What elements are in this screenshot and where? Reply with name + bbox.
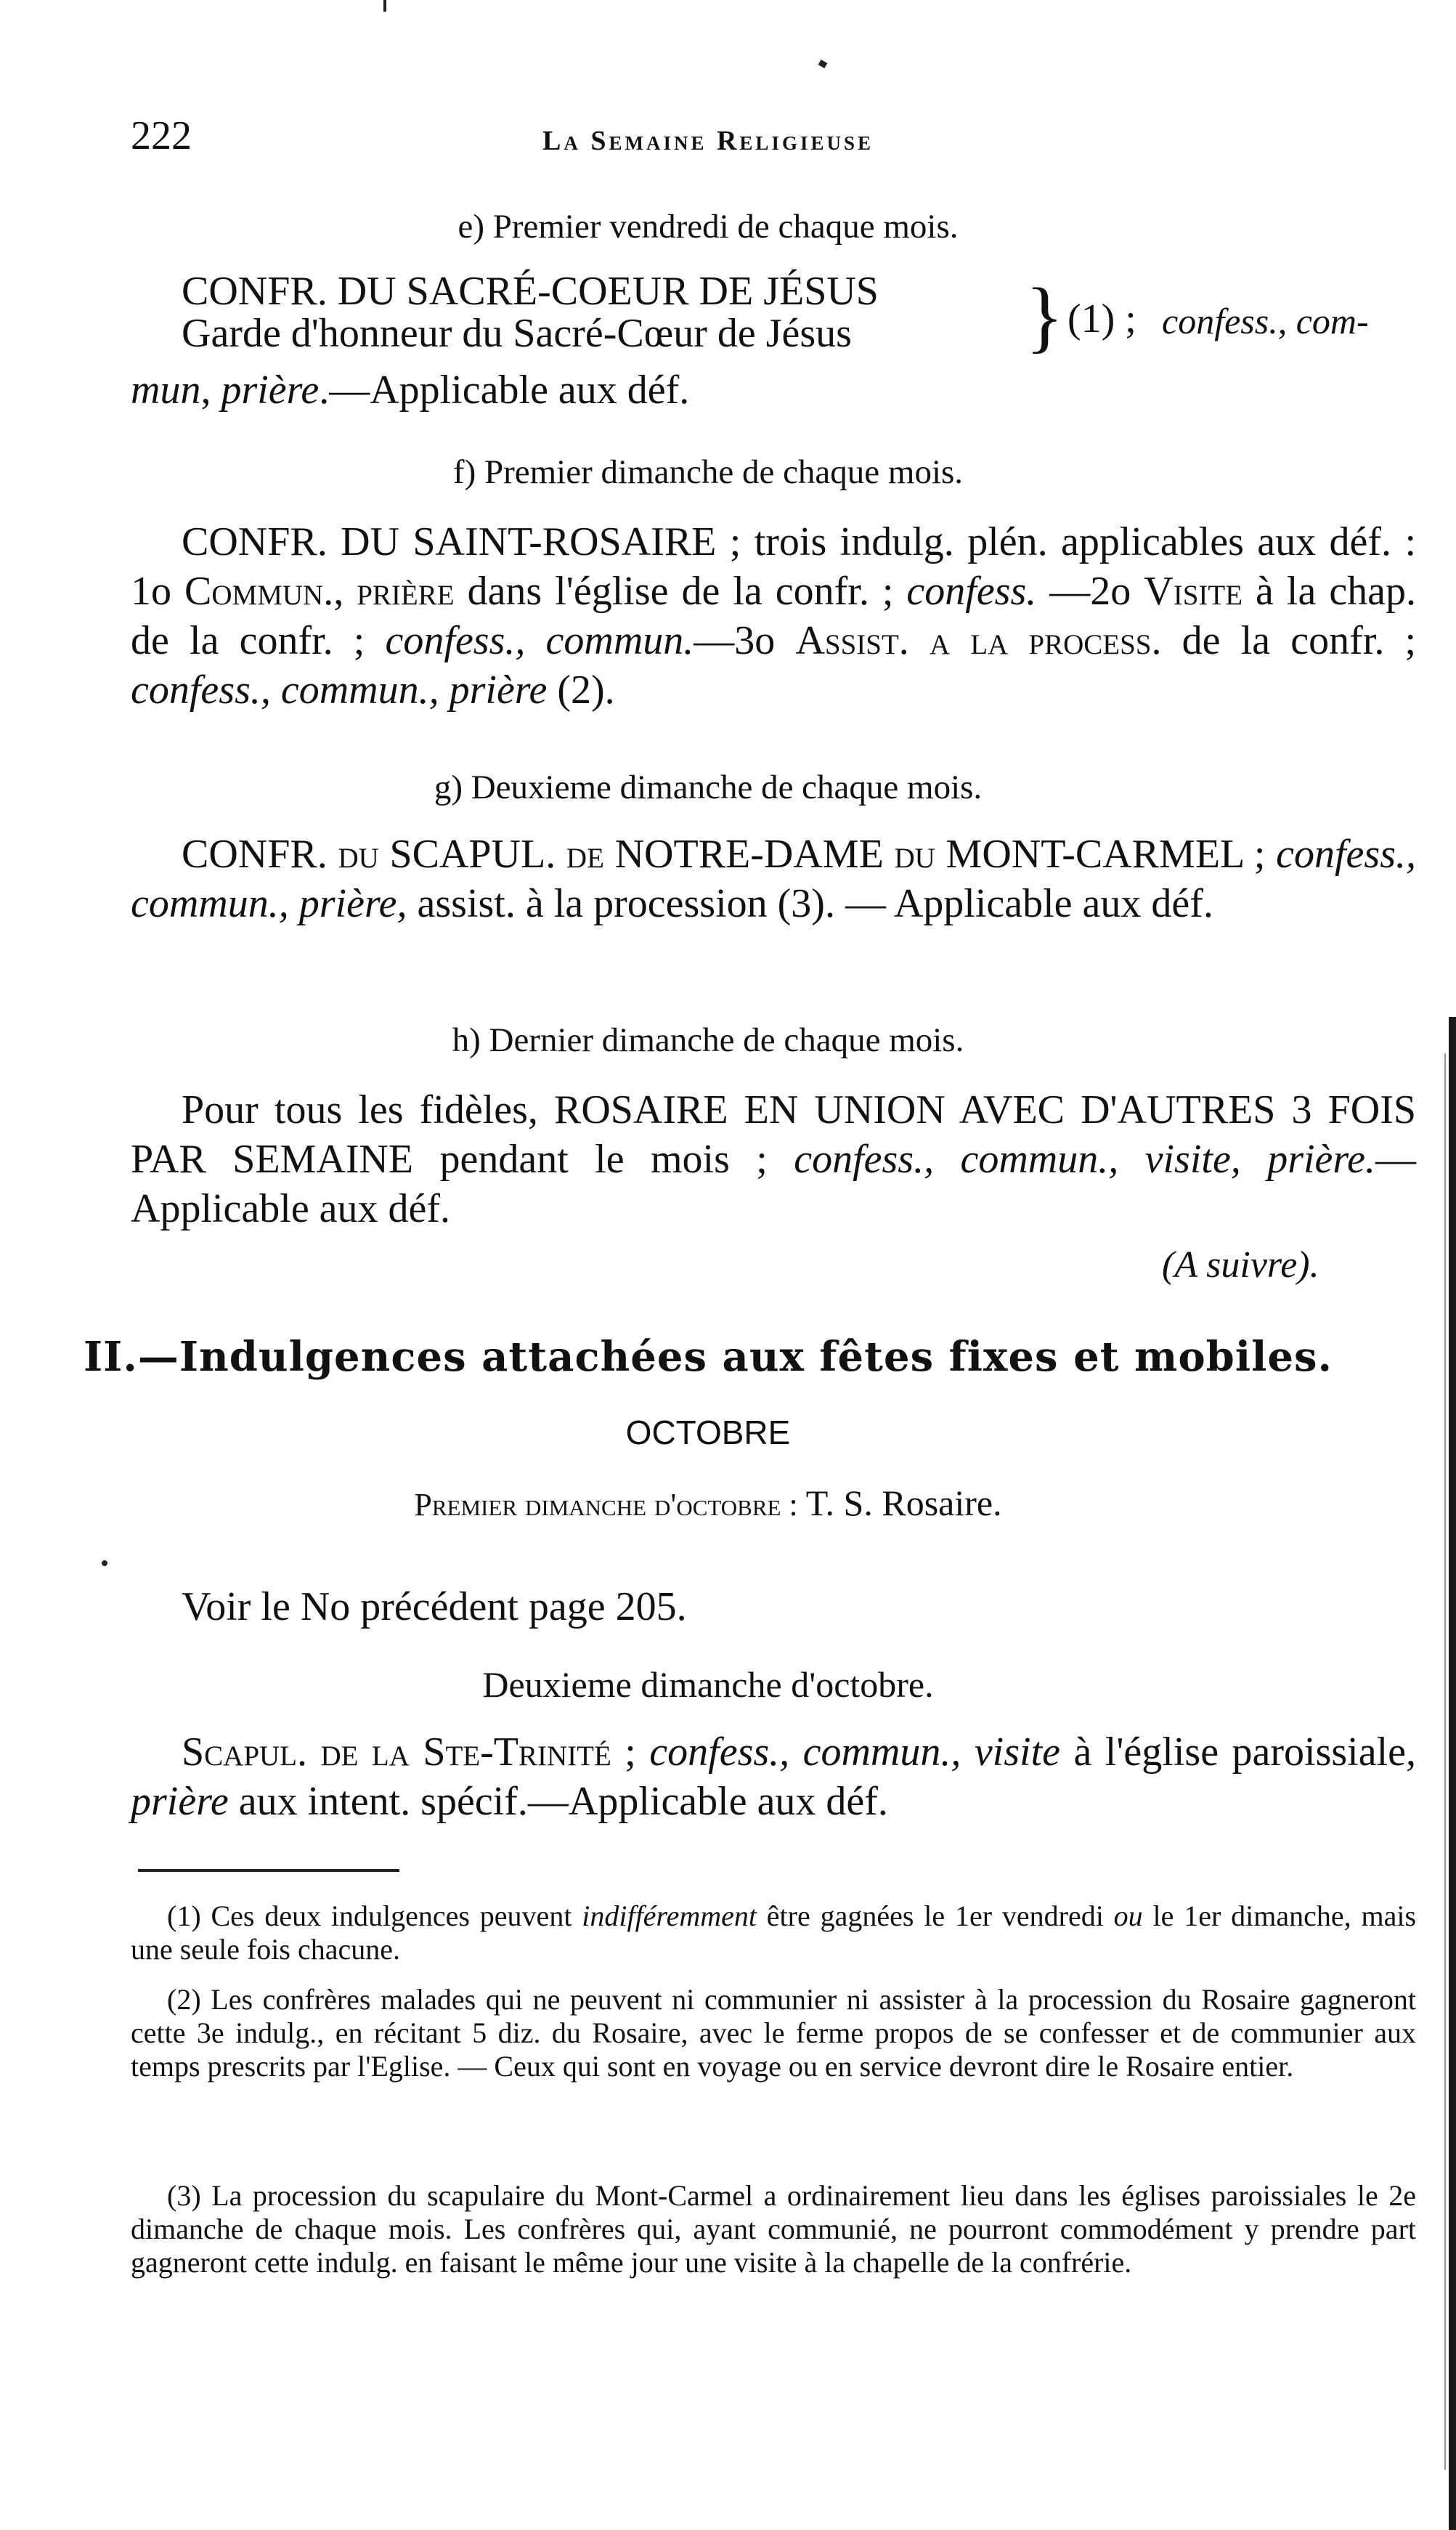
paragraph-g bbox=[131, 830, 1416, 928]
text-f-confess: confess. bbox=[906, 569, 1037, 614]
page-number: 222 bbox=[131, 113, 192, 158]
text-f6: de la confr. ; bbox=[1161, 618, 1417, 663]
applicable-line-e bbox=[131, 367, 689, 413]
fn1-italic-ou: ou bbox=[1113, 1899, 1143, 1932]
heading-f: f) Premier dimanche de chaque mois. bbox=[452, 453, 964, 491]
tail-confess: confess., com- bbox=[1162, 301, 1369, 341]
text-f5: —3o bbox=[694, 618, 796, 663]
text-g-du2: du bbox=[894, 832, 935, 877]
paragraph-h bbox=[131, 1085, 1416, 1233]
page-edge-shadow bbox=[1449, 1017, 1456, 2530]
text-g4: MONT-CARMEL ; bbox=[935, 832, 1277, 877]
paragraph-scapul-trinite bbox=[131, 1727, 1416, 1826]
fn1-text-c: le 1er dimanche, mais une seule fois chacune. bbox=[131, 1899, 1417, 1966]
confr-sacre-coeur-line2: Garde d'honneur du Sacré-Cœur de Jésus bbox=[182, 311, 852, 356]
text-s3: aux intent. spécif.—Applicable aux déf. bbox=[228, 1779, 888, 1824]
text-g2: SCAPUL. bbox=[378, 832, 566, 877]
ink-speck bbox=[102, 1560, 107, 1566]
first-sunday-label: Premier dimanche d'octobre : bbox=[414, 1487, 798, 1523]
text-f3: —2o bbox=[1036, 569, 1144, 614]
text-g3: NOTRE-DAME bbox=[603, 832, 895, 877]
see-previous: Voir le No précédent page 205. bbox=[182, 1584, 687, 1629]
text-applicable: .—Applicable aux déf. bbox=[319, 368, 690, 413]
text-s2: à l'église paroissiale, bbox=[1060, 1730, 1416, 1775]
text-s-priere: prière bbox=[131, 1779, 229, 1824]
text-comma: , bbox=[200, 368, 211, 413]
text-f-commun: Commun., prière bbox=[184, 569, 455, 614]
text-mun: mun bbox=[131, 368, 201, 413]
to-follow: (A suivre). bbox=[1162, 1244, 1319, 1286]
text-priere: prière bbox=[221, 368, 320, 413]
first-sunday-feast: T. S. Rosaire. bbox=[805, 1483, 1002, 1523]
brace-note: (1) ; bbox=[1067, 296, 1136, 341]
section-title: II.—Indulgences attachées aux fêtes fixes et mobiles. bbox=[83, 1333, 1333, 1381]
text-s-confess: confess., commun., visite bbox=[649, 1730, 1060, 1775]
fn1-text-a: (1) Ces deux indulgences peuvent bbox=[167, 1899, 582, 1932]
text-s1: ; bbox=[611, 1730, 650, 1775]
heading-g: g) Deuxieme dimanche de chaque mois. bbox=[434, 769, 983, 806]
footnote-2: (2) Les confrères malades qui ne peuvent ni communier ni assister à la procession du Rosaire gagneront cette 3e indulg., en récitant 5 diz. du Rosaire, avec le ferme propos de se confesser et de communier aux temps prescrits par l'Eglise. — Ceux qui sont en voyage ou en service devront dire le Rosaire entier. bbox=[131, 1983, 1416, 2083]
text-h-confess: confess., commun., visite, prière. bbox=[794, 1137, 1375, 1182]
text-f1: CONFR. DU SAINT-ROSAIRE ; trois indulg. plén. applicables aux déf. : 1o bbox=[131, 519, 1416, 614]
curly-brace: } bbox=[1025, 272, 1064, 360]
text-f-priere: confess., commun., prière bbox=[131, 668, 548, 713]
text-g5: assist. à la procession (3). — Applicable aux déf. bbox=[407, 881, 1213, 926]
footnote-3: (3) La procession du scapulaire du Mont-Carmel a ordinairement lieu dans les églises paroissiales le 2e dimanche de chaque mois. Les confrères qui, ayant communié, ne pourront commodément y prendre part gagneront cette indulg. en faisant le même jour une visite à la chapelle de la confrérie. bbox=[131, 2179, 1416, 2279]
fn1-italic: indifféremment bbox=[582, 1899, 757, 1932]
running-title: La Semaine Religieuse bbox=[542, 126, 874, 156]
text-h2: —Applicable aux déf. bbox=[131, 1137, 1416, 1231]
text-g1: CONFR. bbox=[182, 832, 338, 877]
fn1-text-b: être gagnées le 1er vendredi bbox=[756, 1899, 1114, 1932]
text-scapul-trinite: Scapul. de la Ste-Trinité bbox=[182, 1730, 611, 1775]
text-f7: (2). bbox=[547, 668, 615, 713]
second-sunday-heading: Deuxieme dimanche d'octobre. bbox=[482, 1664, 934, 1705]
text-h1: Pour tous les fidèles, ROSAIRE EN UNION AVEC D'AUTRES 3 FOIS PAR SEMAINE pendant le mois ; bbox=[131, 1087, 1416, 1182]
text-f4: à la chap. de la confr. ; bbox=[131, 569, 1417, 663]
text-f-visite: Visite bbox=[1144, 569, 1243, 614]
page-edge-line bbox=[1444, 1053, 1446, 2470]
ink-speck bbox=[818, 60, 828, 68]
confr-sacre-coeur-lines bbox=[182, 270, 879, 354]
footnote-1 bbox=[131, 1899, 1416, 1966]
month-heading: OCTOBRE bbox=[625, 1414, 791, 1451]
text-f2: dans l'église de la confr. ; bbox=[454, 569, 907, 614]
ink-speck bbox=[383, 0, 386, 12]
text-f-assist: Assist. a la process. bbox=[795, 618, 1162, 663]
text-g-du: du bbox=[338, 832, 379, 877]
text-f-commun2: confess., commun. bbox=[385, 618, 694, 663]
text-g-de: de bbox=[566, 832, 604, 877]
confr-sacre-coeur-line1: CONFR. DU SACRÉ-COEUR DE JÉSUS bbox=[182, 269, 879, 314]
footnote-rule bbox=[138, 1869, 399, 1872]
first-sunday-line bbox=[0, 1482, 1416, 1524]
text-g-confess: confess., commun., prière, bbox=[131, 832, 1416, 926]
paragraph-f bbox=[131, 517, 1416, 715]
heading-h: h) Dernier dimanche de chaque mois. bbox=[452, 1021, 964, 1059]
heading-e: e) Premier vendredi de chaque mois. bbox=[457, 208, 959, 246]
